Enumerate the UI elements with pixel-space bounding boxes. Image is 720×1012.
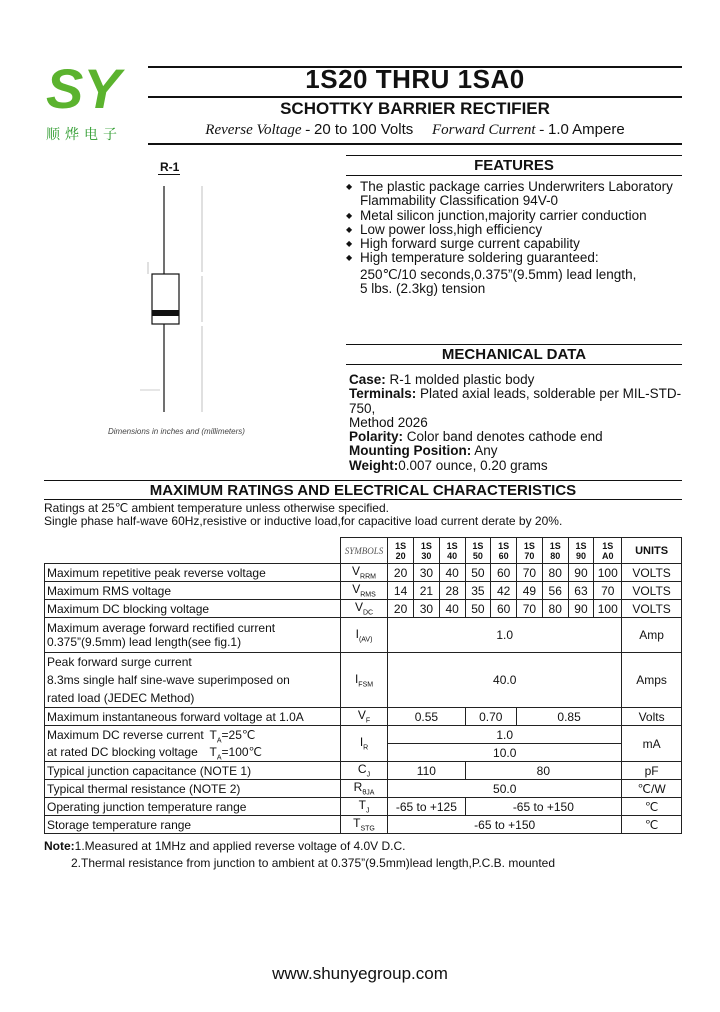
symbols-header: SYMBOLS xyxy=(340,538,387,564)
ratings-notes xyxy=(44,502,562,528)
package-label: R-1 xyxy=(160,160,180,174)
part-header: 1S 30 xyxy=(413,538,439,564)
ratings-table xyxy=(44,537,682,834)
features-list xyxy=(346,180,682,296)
page-subtitle: SCHOTTKY BARRIER RECTIFIER xyxy=(280,99,550,118)
mech-terminals: Terminals: Plated axial leads, solderable per MIL-STD-750, xyxy=(349,386,682,416)
mech-terminals-cont: Method 2026 xyxy=(349,414,428,430)
feature-item-continuation: 5 lbs. (2.3kg) tension xyxy=(360,281,486,297)
logo-letters: SY xyxy=(46,58,121,118)
feature-item: ◆ Metal silicon junction,majority carrier conduction xyxy=(346,209,682,223)
mechanical-data xyxy=(349,373,689,473)
page-title: 1S20 THRU 1SA0 xyxy=(305,64,525,94)
mech-polarity: Polarity: Color band denotes cathode end xyxy=(349,429,603,445)
part-header: 1S 50 xyxy=(465,538,491,564)
mechanical-heading: MECHANICAL DATA xyxy=(441,346,587,363)
diode-outline-diagram xyxy=(100,180,240,420)
table-row: Maximum average forward rectified current 0.375”(9.5mm) lead length(see fig.1) $I_{(AV)}$ 1.0 Amp xyxy=(45,618,682,653)
table-row: Peak forward surge current 8.3ms single half sine-wave superimposed on rated load (JEDEC Method) $I_{FSM}$ 40.0 Amps xyxy=(45,653,682,708)
symbol-cell: $T_J$ xyxy=(340,798,387,816)
mech-case: Case: R-1 molded plastic body xyxy=(349,372,535,387)
ratings-bottom-rule xyxy=(44,499,682,500)
symbol-cell: $I_R$ xyxy=(340,726,387,762)
table-row: Maximum instantaneous forward voltage at 1.0A $V_F$ 0.55 0.70 0.85 Volts xyxy=(45,708,682,726)
logo-chinese-name: 顺烨电子 xyxy=(46,127,122,143)
ratings-top-rule xyxy=(44,480,682,481)
footnote-2: 2.Thermal resistance from junction to ambient at 0.375”(9.5mm)lead length,P.C.B. mounted xyxy=(71,856,556,870)
feature-item: ◆ The plastic package carries Underwriters Laboratory xyxy=(346,180,682,194)
part-header: 1S 60 xyxy=(491,538,517,564)
symbol-cell: $T_{STG}$ xyxy=(340,816,387,834)
table-row: Maximum RMS voltage $V_{RMS}$ 14 21 28 35 42 49 56 63 70 VOLTS xyxy=(45,582,682,600)
feature-item: ◆ High forward surge current capability xyxy=(346,237,682,251)
ratings-heading: MAXIMUM RATINGS AND ELECTRICAL CHARACTERISTICS xyxy=(149,482,577,499)
table-row: Storage temperature range $T_{STG}$ -65 to +150 ℃ xyxy=(45,816,682,834)
table-header-row xyxy=(45,538,682,564)
mech-top-rule xyxy=(346,344,682,345)
ratings-note-2: Single phase half-wave 60Hz,resistive or inductive load,for capacitive load current derate by 20%. xyxy=(44,514,563,528)
header-mid-rule xyxy=(148,96,682,98)
symbol-cell: $I_{(AV)}$ xyxy=(340,618,387,653)
units-header: UNITS xyxy=(622,538,682,564)
features-bottom-rule xyxy=(346,175,682,176)
part-header: 1S 40 xyxy=(439,538,465,564)
symbol-cell: $I_{FSM}$ xyxy=(340,653,387,708)
forward-current-label: Forward Current - xyxy=(432,122,548,138)
part-header: 1S 70 xyxy=(517,538,543,564)
table-row: Maximum DC blocking voltage $V_{DC}$ 20 30 40 50 60 70 80 90 100 VOLTS xyxy=(45,600,682,618)
table-row: Typical junction capacitance (NOTE 1) $C_J$ 110 80 pF xyxy=(45,762,682,780)
package-label-rule xyxy=(158,174,180,175)
symbol-cell: $V_{DC}$ xyxy=(340,600,387,618)
part-header: 1S A0 xyxy=(594,538,622,564)
footer-url[interactable]: www.shunyegroup.com xyxy=(272,964,448,983)
reverse-voltage-label: Reverse Voltage - xyxy=(205,122,314,138)
feature-item: ◆ Low power loss,high efficiency xyxy=(346,223,682,237)
part-header: 1S 20 xyxy=(388,538,414,564)
symbol-cell: $V_{RRM}$ xyxy=(340,564,387,582)
header-bottom-rule xyxy=(148,143,682,145)
company-logo xyxy=(44,58,139,118)
footnotes xyxy=(44,838,555,872)
features-top-rule xyxy=(346,155,682,156)
feature-item-continuation: 250℃/10 seconds,0.375”(9.5mm) lead length, xyxy=(360,266,637,282)
symbol-cell: $R_{\theta JA}$ xyxy=(340,780,387,798)
symbol-cell: $V_F$ xyxy=(340,708,387,726)
table-row: Typical thermal resistance (NOTE 2) $R_{\theta JA}$ 50.0 ℃/W xyxy=(45,780,682,798)
table-row: Maximum DC reverse current $T_A=25℃$ at rated DC blocking voltage $T_A=100℃$ $I_R$ 1.0 mA xyxy=(45,726,682,744)
feature-item: ◆ High temperature soldering guaranteed: xyxy=(346,251,682,265)
part-header: 1S 90 xyxy=(568,538,594,564)
part-header: 1S 80 xyxy=(542,538,568,564)
ratings-note-1: Ratings at 25℃ ambient temperature unless otherwise specified. xyxy=(44,501,389,515)
mech-mounting: Mounting Position: Any xyxy=(349,443,498,459)
table-row: Maximum repetitive peak reverse voltage $V_{RRM}$ 20 30 40 50 60 70 80 90 100 VOLTS xyxy=(45,564,682,582)
dimension-note: Dimensions in inches and (millimeters) xyxy=(108,427,245,436)
forward-current-value: 1.0 Ampere xyxy=(547,121,625,138)
footnote-1: Note:1.Measured at 1MHz and applied reverse voltage of 4.0V D.C. xyxy=(44,839,406,853)
symbol-cell: $V_{RMS}$ xyxy=(340,582,387,600)
mech-weight: Weight:0.007 ounce, 0.20 grams xyxy=(349,457,548,473)
rating-line xyxy=(150,121,680,139)
table-row: Operating junction temperature range $T_J$ -65 to +125 -65 to +150 ℃ xyxy=(45,798,682,816)
reverse-voltage-value: 20 to 100 Volts xyxy=(314,121,414,138)
symbol-cell: $C_J$ xyxy=(340,762,387,780)
feature-item-continuation: Flammability Classification 94V-0 xyxy=(360,193,559,209)
table-row: 10.0 xyxy=(45,744,682,762)
features-heading: FEATURES xyxy=(474,157,554,174)
mech-bottom-rule xyxy=(346,364,682,365)
